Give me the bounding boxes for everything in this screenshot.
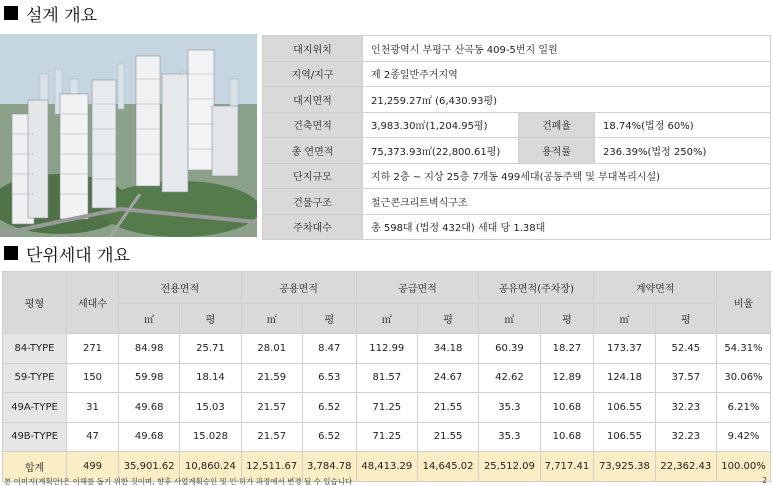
cell-type: 59-TYPE <box>3 363 67 393</box>
cell-common-py: 3,784.78 <box>302 452 356 482</box>
section-bullet-icon <box>4 6 18 20</box>
cell-shared-m2: 60.39 <box>479 334 540 364</box>
header-households: 세대수 <box>67 272 119 334</box>
cell-type: 합계 <box>3 452 67 482</box>
value-parking: 총 598대 (법정 432대) 세대 당 1.38대 <box>363 214 771 240</box>
cell-type: 49A-TYPE <box>3 393 67 423</box>
cell-households: 271 <box>67 334 119 364</box>
value-building-area: 3,983.30㎡(1,204.95평) <box>363 112 519 138</box>
label-building-area: 건축면적 <box>263 112 363 138</box>
cell-supply-py: 21.55 <box>417 422 478 452</box>
cell-ratio: 100.00% <box>717 452 771 482</box>
cell-common-py: 6.52 <box>302 422 356 452</box>
overview-row-zone <box>263 61 771 87</box>
header-supply: 공급면적 <box>356 272 479 304</box>
subheader-pyeong: 평 <box>180 304 241 334</box>
value-site-area: 21,259.27㎡ (6,430.93평) <box>363 87 771 113</box>
apartment-rendering-svg <box>0 34 257 237</box>
header-ratio: 비율 <box>717 272 771 334</box>
cell-shared-m2: 42.62 <box>479 363 540 393</box>
cell-shared-m2: 25,512.09 <box>479 452 540 482</box>
cell-contract-m2: 173.37 <box>594 334 655 364</box>
table-row <box>3 334 771 364</box>
cell-supply-m2: 81.57 <box>356 363 417 393</box>
overview-row-parking <box>263 214 771 240</box>
subheader-pyeong: 평 <box>655 304 716 334</box>
subheader-sqm: ㎡ <box>119 304 180 334</box>
cell-households: 499 <box>67 452 119 482</box>
overview-row-structure <box>263 189 771 215</box>
table-row <box>3 363 771 393</box>
table-row <box>3 422 771 452</box>
label-floor-area: 총 연면적 <box>263 138 363 164</box>
overview-row-floor-area <box>263 138 771 164</box>
value-floor-area: 75,373.93㎡(22,800.61평) <box>363 138 519 164</box>
value-far: 236.39%(법정 250%) <box>595 138 771 164</box>
label-scale: 단지규모 <box>263 163 363 189</box>
cell-contract-m2: 106.55 <box>594 393 655 423</box>
cell-exclusive-m2: 59.98 <box>119 363 180 393</box>
table-subheader-row <box>3 304 771 334</box>
subheader-pyeong: 평 <box>417 304 478 334</box>
value-structure: 철근콘크리트벽식구조 <box>363 189 771 215</box>
overview-row-location <box>263 36 771 62</box>
header-exclusive: 전용면적 <box>119 272 242 304</box>
cell-ratio: 6.21% <box>717 393 771 423</box>
cell-common-m2: 12,511.67 <box>241 452 302 482</box>
cell-exclusive-py: 15.028 <box>180 422 241 452</box>
section-title-design <box>4 2 97 24</box>
table-header-row <box>3 272 771 304</box>
footer-note: 본 이미지(계획안)은 이해를 돕기 위한 것이며, 향후 사업계획승인 및 인·허가 과정에서 변경 될 수 있습니다 <box>4 477 353 486</box>
cell-exclusive-py: 10,860.24 <box>180 452 241 482</box>
subheader-sqm: ㎡ <box>241 304 302 334</box>
cell-households: 150 <box>67 363 119 393</box>
cell-contract-py: 52.45 <box>655 334 716 364</box>
cell-contract-m2: 124.18 <box>594 363 655 393</box>
cell-contract-py: 32.23 <box>655 393 716 423</box>
cell-common-m2: 21.59 <box>241 363 302 393</box>
cell-common-m2: 21.57 <box>241 422 302 452</box>
cell-exclusive-m2: 49.68 <box>119 422 180 452</box>
section-title-units <box>4 242 130 264</box>
subheader-pyeong: 평 <box>540 304 594 334</box>
label-location: 대지위치 <box>263 36 363 62</box>
page-number: 2 <box>762 476 767 485</box>
cell-supply-py: 24.67 <box>417 363 478 393</box>
label-far: 용적률 <box>519 138 595 164</box>
cell-supply-m2: 48,413.29 <box>356 452 417 482</box>
cell-exclusive-py: 18.14 <box>180 363 241 393</box>
cell-contract-m2: 106.55 <box>594 422 655 452</box>
cell-contract-py: 37.57 <box>655 363 716 393</box>
cell-common-py: 6.52 <box>302 393 356 423</box>
cell-shared-m2: 35.3 <box>479 393 540 423</box>
cell-type: 49B-TYPE <box>3 422 67 452</box>
cell-contract-py: 22,362.43 <box>655 452 716 482</box>
apartment-rendering-image <box>0 34 257 237</box>
label-structure: 건물구조 <box>263 189 363 215</box>
cell-supply-py: 34.18 <box>417 334 478 364</box>
value-zone: 제 2종일반주거지역 <box>363 61 771 87</box>
cell-shared-m2: 35.3 <box>479 422 540 452</box>
value-coverage: 18.74%(법정 60%) <box>595 112 771 138</box>
label-coverage: 건폐율 <box>519 112 595 138</box>
cell-common-py: 6.53 <box>302 363 356 393</box>
cell-supply-m2: 112.99 <box>356 334 417 364</box>
cell-supply-m2: 71.25 <box>356 393 417 423</box>
cell-supply-py: 21.55 <box>417 393 478 423</box>
cell-common-m2: 21.57 <box>241 393 302 423</box>
cell-contract-m2: 73,925.38 <box>594 452 655 482</box>
section-title-text: 설계 개요 <box>26 5 98 26</box>
cell-contract-py: 32.23 <box>655 422 716 452</box>
cell-supply-py: 14,645.02 <box>417 452 478 482</box>
section-title-text: 단위세대 개요 <box>26 245 130 266</box>
design-overview-table <box>262 35 771 240</box>
cell-shared-py: 10.68 <box>540 422 594 452</box>
overview-row-scale <box>263 163 771 189</box>
subheader-sqm: ㎡ <box>594 304 655 334</box>
header-contract: 계약면적 <box>594 272 717 304</box>
label-parking: 주차대수 <box>263 214 363 240</box>
header-type: 평형 <box>3 272 67 334</box>
subheader-sqm: ㎡ <box>356 304 417 334</box>
label-site-area: 대지면적 <box>263 87 363 113</box>
cell-common-m2: 28.01 <box>241 334 302 364</box>
cell-ratio: 9.42% <box>717 422 771 452</box>
table-row <box>3 393 771 423</box>
label-zone: 지역/지구 <box>263 61 363 87</box>
unit-overview-table <box>2 271 771 482</box>
cell-households: 47 <box>67 422 119 452</box>
header-common: 공용면적 <box>241 272 356 304</box>
cell-exclusive-py: 25.71 <box>180 334 241 364</box>
cell-shared-py: 10.68 <box>540 393 594 423</box>
cell-common-py: 8.47 <box>302 334 356 364</box>
cell-exclusive-m2: 35,901.62 <box>119 452 180 482</box>
cell-supply-m2: 71.25 <box>356 422 417 452</box>
overview-row-site-area <box>263 87 771 113</box>
value-location: 인천광역시 부평구 산곡동 409-5번지 일원 <box>363 36 771 62</box>
cell-exclusive-m2: 84.98 <box>119 334 180 364</box>
cell-households: 31 <box>67 393 119 423</box>
cell-exclusive-py: 15.03 <box>180 393 241 423</box>
cell-ratio: 30.06% <box>717 363 771 393</box>
cell-shared-py: 18.27 <box>540 334 594 364</box>
cell-ratio: 54.31% <box>717 334 771 364</box>
value-scale: 지하 2층 ~ 지상 25층 7개동 499세대(공동주택 및 부대복리시설) <box>363 163 771 189</box>
section-bullet-icon <box>4 246 18 260</box>
cell-type: 84-TYPE <box>3 334 67 364</box>
cell-shared-py: 12.89 <box>540 363 594 393</box>
subheader-sqm: ㎡ <box>479 304 540 334</box>
cell-shared-py: 7,717.41 <box>540 452 594 482</box>
overview-row-building-area <box>263 112 771 138</box>
cell-exclusive-m2: 49.68 <box>119 393 180 423</box>
subheader-pyeong: 평 <box>302 304 356 334</box>
header-shared: 공유면적(주차장) <box>479 272 594 304</box>
